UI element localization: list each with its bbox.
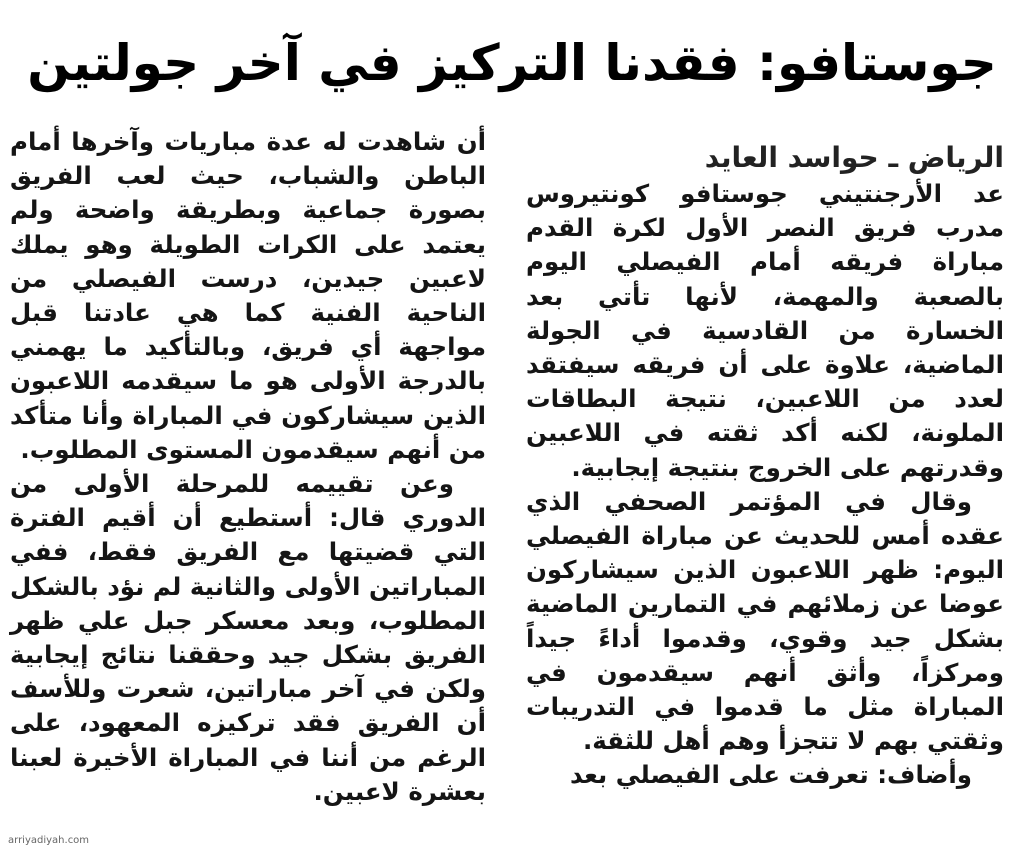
site-watermark: arriyadiyah.com [8, 835, 90, 846]
paragraph: وعن تقييمه للمرحلة الأولى من الدوري قال: أستطيع أن أقيم الفترة التي قضيتها مع الفريق فقط، ففي المباراتين الأولى والثانية لم نؤد بالشكل المطلوب، وبعد معسكر جبل علي ظهر الفريق بشكل جيد وحققنا نتائج إيجابية ولكن في آخر مباراتين، شعرت وللأسف أن الفريق فقد تركيزه المعهود، على الرغم من أننا في المباراة الأخيرة لعبنا بعشرة لاعبين. [10, 469, 486, 806]
headline: جوستافو: فقدنا التركيز في آخر جولتين [27, 34, 997, 92]
paragraph: عد الأرجنتيني جوستافو كونتيروس مدرب فريق النصر الأول لكرة القدم مباراة فريقه أمام الفيصلي اليوم بالصعبة والمهمة، لأنها تأتي بعد الخسارة من القادسية في الجولة الماضية، علاوة على أن فريقه سيفتقد لعدد من اللاعبين، نتيجة البطاقات الملونة، لكنه أكد ثقته في اللاعبين وقدرتهم على الخروج بنتيجة إيجابية. [526, 179, 1004, 482]
byline: الرياض ـ حواسد العايد [704, 141, 1004, 174]
paragraph: وقال في المؤتمر الصحفي الذي عقده أمس للحديث عن مباراة الفيصلي اليوم: ظهر اللاعبون الذين سيشاركون عوضا عن زملائهم في التمارين الماضية بشكل جيد وقوي، وقدموا أداءً جيداً ومركزاً، وأثق أنهم سيقدمون في المباراة مثل ما قدموا في التدريبات وثقتي بهم لا تتجزأ وهم أهل للثقة. [526, 486, 1004, 756]
paragraph: أن شاهدت له عدة مباريات وآخرها أمام الباطن والشباب، حيث لعب الفريق بصورة جماعية وبطريقة واضحة ولم يعتمد على الكرات الطويلة وهو يملك لاعبين جيدين، درست الفيصلي من الناحية الفنية كما هي عادتنا قبل مواجهة أي فريق، وبالتأكيد ما يهمني بالدرجة الأولى هو ما سيقدمه اللاعبون الذين سيشاركون في المباراة وأنا متأكد من أنهم سيقدمون المستوى المطلوب. [10, 127, 486, 464]
article-column-right [526, 139, 1004, 793]
article-column-left [10, 125, 486, 809]
paragraph: وأضاف: تعرفت على الفيصلي بعد [570, 760, 972, 790]
